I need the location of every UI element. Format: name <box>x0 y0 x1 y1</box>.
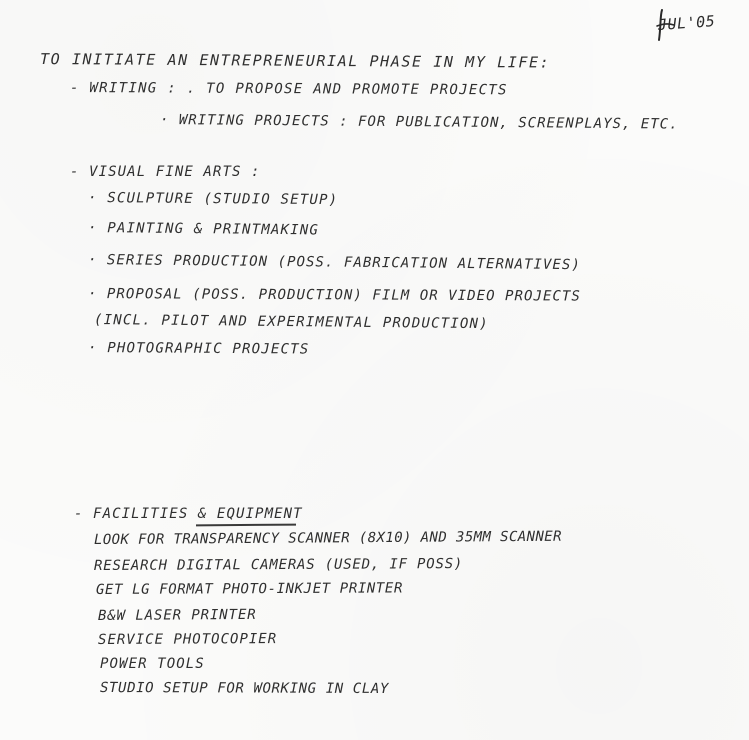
facilities-item-printer: GET LG FORMAT PHOTO-INKJET PRINTER <box>95 580 404 598</box>
signature-date: JUL'05 <box>657 12 716 34</box>
facilities-item-cameras: RESEARCH DIGITAL CAMERAS (USED, IF POSS) <box>93 556 464 574</box>
facilities-item-photocopier: SERVICE PHOTOCOPIER <box>97 631 278 648</box>
visual-item-sculpture: · SCULPTURE (STUDIO SETUP) <box>87 190 339 209</box>
visual-item-photographic: · PHOTOGRAPHIC PROJECTS <box>87 340 310 358</box>
writing-line-1: - WRITING : . TO PROPOSE AND PROMOTE PROJECTS <box>69 80 508 99</box>
note-heading: TO INITIATE AN ENTREPRENEURIAL PHASE IN MY LIFE: <box>39 50 551 72</box>
visual-item-painting: · PAINTING & PRINTMAKING <box>87 220 320 239</box>
writing-line-2: · WRITING PROJECTS : FOR PUBLICATION, SCREENPLAYS, ETC. <box>159 112 679 133</box>
visual-arts-header: - VISUAL FINE ARTS : <box>70 164 261 180</box>
visual-item-proposal: · PROPOSAL (POSS. PRODUCTION) FILM OR VIDEO PROJECTS <box>87 286 581 305</box>
facilities-item-clay-studio: STUDIO SETUP FOR WORKING IN CLAY <box>99 680 389 698</box>
facilities-header: - FACILITIES & EQUIPMENT <box>74 506 303 522</box>
visual-item-proposal-continued: (INCL. PILOT AND EXPERIMENTAL PRODUCTION) <box>93 312 489 333</box>
visual-item-series: · SERIES PRODUCTION (POSS. FABRICATION ALTERNATIVES) <box>87 252 581 274</box>
facilities-item-laser-printer: B&W LASER PRINTER <box>97 606 257 624</box>
facilities-item-power-tools: POWER TOOLS <box>100 656 205 672</box>
facilities-item-scanner: LOOK FOR TRANSPARENCY SCANNER (8X10) AND 35MM SCANNER <box>93 528 562 548</box>
